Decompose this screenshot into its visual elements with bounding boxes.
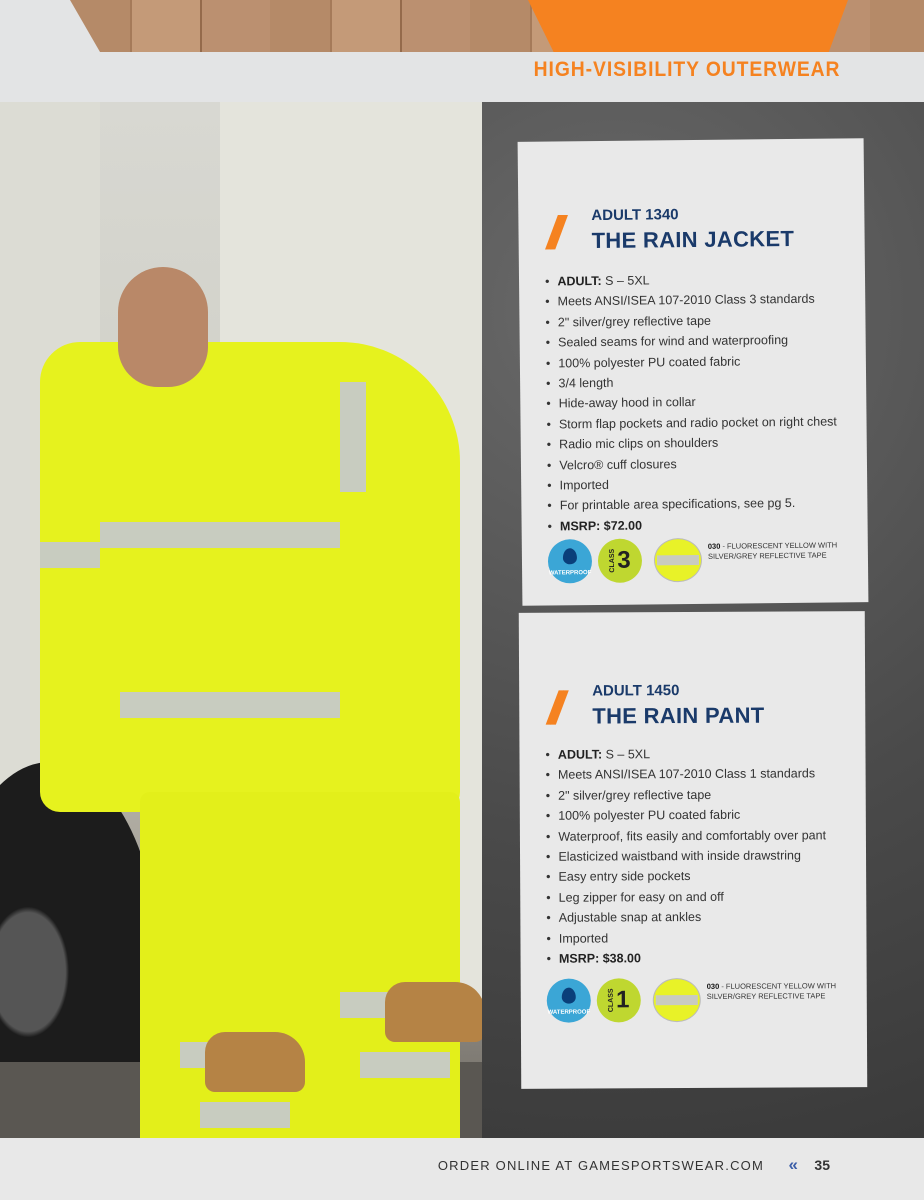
feature-item: • Easy entry side pockets: [546, 866, 826, 888]
product-name: THE RAIN JACKET: [591, 225, 795, 254]
feature-item: • 2" silver/grey reflective tape: [545, 309, 836, 332]
model-head: [118, 267, 208, 387]
waterproof-icon: WATERPROOF: [547, 979, 591, 1023]
product-card-jacket: [518, 138, 869, 606]
feature-item: • Elasticized waistband with inside drawstring: [546, 845, 826, 867]
waterproof-icon: WATERPROOF: [548, 539, 592, 583]
slash-icon: //: [546, 206, 557, 259]
page-number: 35: [814, 1157, 830, 1173]
feature-item: • Meets ANSI/ISEA 107-2010 Class 1 standards: [546, 764, 826, 786]
double-chevron-left-icon: «: [788, 1155, 798, 1174]
size-item: • ADULT: S – 5XL: [545, 269, 836, 292]
feature-item: • 100% polyester PU coated fabric: [546, 350, 837, 373]
feature-list: [545, 269, 838, 537]
product-code: ADULT 1450: [592, 682, 680, 700]
size-item: • ADULT: S – 5XL: [545, 743, 825, 765]
footer: [0, 1138, 924, 1200]
feature-item: • 100% polyester PU coated fabric: [546, 805, 826, 827]
feature-item: • 3/4 length: [546, 371, 837, 394]
icon-row: [547, 977, 867, 1023]
color-swatch: [654, 538, 702, 583]
feature-item: • For printable area specifications, see pg 5.: [547, 493, 838, 516]
color-description: 030 - FLUORESCENT YELLOW WITH SILVER/GREY REFLECTIVE TAPE: [707, 540, 838, 561]
feature-item: • Storm flap pockets and radio pocket on right chest: [546, 411, 837, 434]
feature-item: • Waterproof, fits easily and comfortably over pant: [546, 825, 826, 847]
feature-item: • Leg zipper for easy on and off: [546, 886, 826, 908]
icon-row: [548, 536, 868, 583]
msrp-item: • MSRP: $72.00: [548, 513, 839, 536]
feature-item: • Velcro® cuff closures: [547, 452, 838, 475]
class-3-icon: CLASS 3: [598, 539, 642, 583]
feature-item: • Imported: [547, 473, 838, 496]
feature-item: • Radio mic clips on shoulders: [547, 432, 838, 455]
feature-item: • Meets ANSI/ISEA 107-2010 Class 3 standards: [545, 289, 836, 312]
feature-item: • Sealed seams for wind and waterproofing: [546, 330, 837, 353]
slash-icon: //: [547, 681, 557, 734]
right-boot: [385, 982, 482, 1042]
left-boot: [205, 1032, 305, 1092]
color-description: 030 - FLUORESCENT YELLOW WITH SILVER/GREY REFLECTIVE TAPE: [706, 981, 837, 1001]
feature-item: • Hide-away hood in collar: [546, 391, 837, 414]
product-name: THE RAIN PANT: [592, 702, 765, 729]
product-photo: [0, 102, 482, 1138]
msrp-item: • MSRP: $38.00: [547, 947, 827, 969]
feature-item: • 2" silver/grey reflective tape: [546, 784, 826, 806]
product-code: ADULT 1340: [591, 206, 679, 225]
product-card-pant: [519, 611, 867, 1089]
rain-jacket-image: [40, 342, 460, 812]
feature-item: • Imported: [546, 927, 826, 949]
class-1-icon: CLASS 1: [597, 978, 641, 1022]
feature-item: • Adjustable snap at ankles: [546, 907, 826, 929]
order-online-link[interactable]: ORDER ONLINE AT GAMESPORTSWEAR.COM: [437, 1158, 764, 1173]
section-title: HIGH-VISIBILITY OUTERWEAR: [533, 58, 840, 81]
color-swatch: [653, 978, 701, 1022]
feature-list: [545, 743, 826, 969]
orange-tab: [528, 0, 848, 52]
